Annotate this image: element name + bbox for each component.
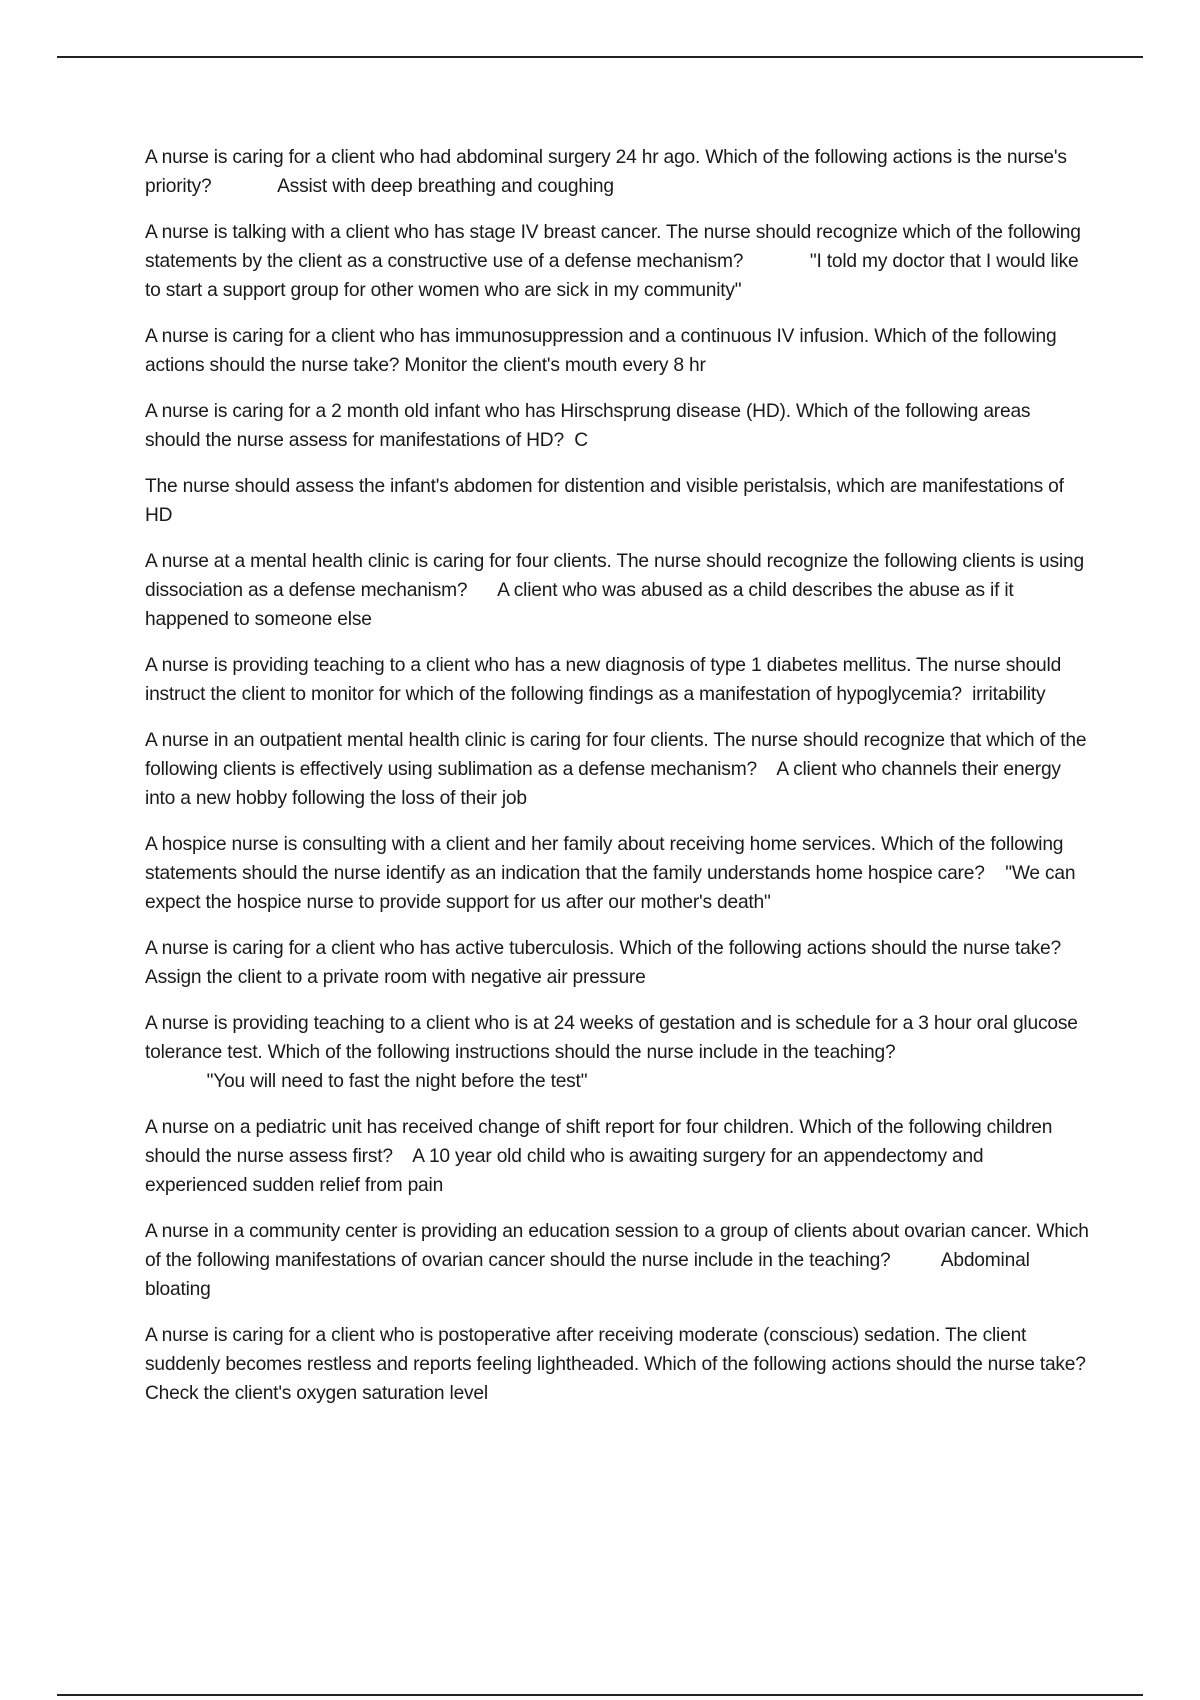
document-body (145, 143, 1094, 1425)
paragraph-3: A nurse is caring for a client who has immunosuppression and a continuous IV infusion. Which of the following actions should the nurse take? Monitor the client's mouth every 8 hr (145, 326, 1062, 376)
top-rule (57, 56, 1143, 58)
paragraph-9: A hospice nurse is consulting with a client and her family about receiving home services. Which of the following statements should the nurse identify as an indication that the family understands home hospice care? "We can expect the hospice nurse to provide support for us after our mother's death" (145, 834, 1081, 913)
bottom-rule (57, 1694, 1143, 1696)
paragraph-5: The nurse should assess the infant's abdomen for distention and visible peristalsis, which are manifestations of HD (145, 476, 1069, 526)
paragraph-10: A nurse is caring for a client who has active tuberculosis. Which of the following actions should the nurse take? Assign the client to a private room with negative air pressure (145, 938, 1081, 988)
paragraph-13: A nurse in a community center is providing an education session to a group of clients about ovarian cancer. Which of the following manifestations of ovarian cancer should the nurse include in the teaching? Abdominal bloating (145, 1221, 1094, 1300)
paragraph-2: A nurse is talking with a client who has stage IV breast cancer. The nurse should recognize which of the following statements by the client as a constructive use of a defense mechanism? "I told my doctor that I would like to start a support group for other women who are sick in my community" (145, 222, 1086, 301)
paragraph-14: A nurse is caring for a client who is postoperative after receiving moderate (conscious) sedation. The client suddenly becomes restless and reports feeling lightheaded. Which of the following actions should the nurse take? Check the client's oxygen saturation level (145, 1325, 1091, 1404)
paragraph-7: A nurse is providing teaching to a client who has a new diagnosis of type 1 diabetes mellitus. The nurse should instruct the client to monitor for which of the following findings as a manifestation of hypoglycemia? irritability (145, 655, 1067, 705)
paragraph-4: A nurse is caring for a 2 month old infant who has Hirschsprung disease (HD). Which of the following areas should the nurse assess for manifestations of HD? C (145, 401, 1036, 451)
paragraph-12: A nurse on a pediatric unit has received change of shift report for four children. Which of the following children should the nurse assess first? A 10 year old child who is awaiting surgery for an appendectomy and experienced sudden relief from pain (145, 1117, 1058, 1196)
paragraph-1: A nurse is caring for a client who had abdominal surgery 24 hr ago. Which of the following actions is the nurse's priority? Assist with deep breathing and coughing (145, 147, 1072, 197)
paragraph-8: A nurse in an outpatient mental health clinic is caring for four clients. The nurse should recognize that which of the following clients is effectively using sublimation as a defense mechanism? A client who channels their energy into a new hobby following the loss of their job (145, 730, 1092, 809)
paragraph-6: A nurse at a mental health clinic is caring for four clients. The nurse should recognize the following clients is using dissociation as a defense mechanism? A client who was abused as a child describes the abuse as if it happened to someone else (145, 551, 1090, 630)
paragraph-11: A nurse is providing teaching to a client who is at 24 weeks of gestation and is schedule for a 3 hour oral glucose tolerance test. Which of the following instructions should the nurse include in the teaching? "You will need to fast the night before the test" (145, 1013, 1078, 1092)
